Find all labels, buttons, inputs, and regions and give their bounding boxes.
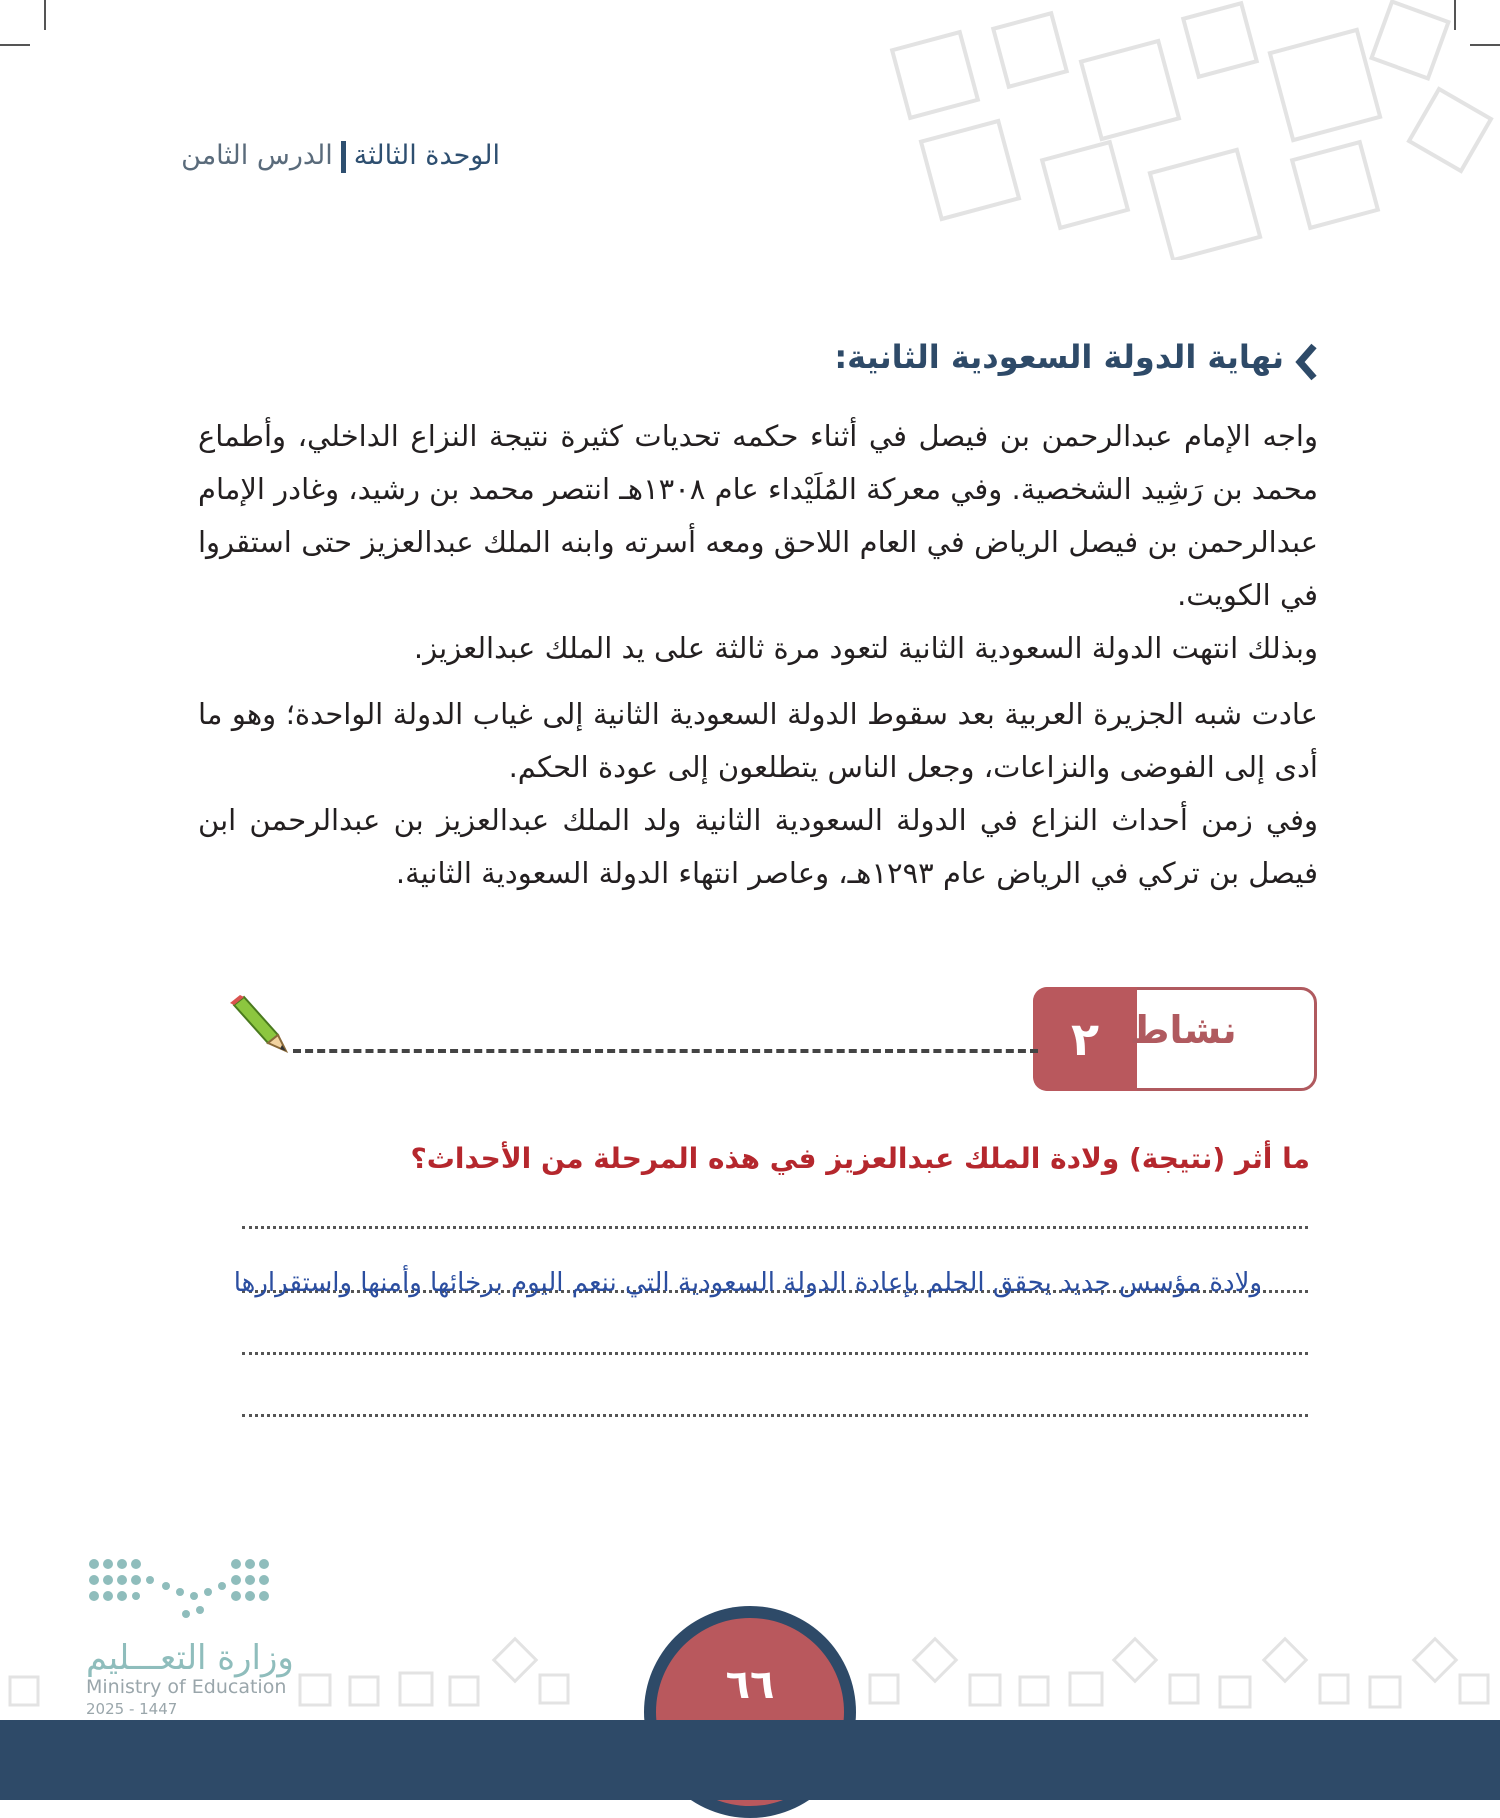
crop-mark (44, 0, 46, 30)
paragraph-3-text: وفي زمن أحداث النزاع في الدولة السعودية الثانية ولد الملك عبدالعزيز بن عبدالرحمن ابن فيصل بن تركي في الرياض عام ١٢٩٣هـ، وعاصر انتهاء الدولة السعودية الثانية. (198, 803, 1318, 890)
unit-label: الوحدة الثالثة (353, 140, 500, 171)
header-divider (341, 141, 346, 173)
paragraph-2-text: عادت شبه الجزيرة العربية بعد سقوط الدولة السعودية الثانية إلى غياب الدولة الواحدة؛ وهو ما أدى إلى الفوضى والنزاعات، وجعل الناس يتطلعون إلى عودة الحكم. (198, 697, 1318, 784)
chevron-left-icon (1292, 342, 1320, 382)
answer-line[interactable] (242, 1352, 1308, 1355)
paragraph-2 (198, 688, 1318, 900)
activity-number: ٢ (1070, 1012, 1100, 1066)
page-number: ٦٦ (725, 1662, 775, 1708)
lesson-label: الدرس الثامن (181, 140, 333, 171)
page-header (181, 140, 500, 173)
answer-line[interactable] (242, 1226, 1308, 1229)
crop-mark (0, 44, 30, 46)
paragraph-1 (198, 410, 1318, 675)
footer-bar-overlay (0, 1720, 1500, 1800)
ministry-logo-icon (86, 1556, 276, 1626)
activity-label: نشاط (1130, 1008, 1237, 1052)
section-title (834, 338, 1284, 376)
ministry-name-arabic: وزارة التعـــليم (86, 1638, 294, 1678)
ministry-year: 2025 - 1447 (86, 1700, 178, 1718)
activity-dashed-line (293, 1049, 1038, 1053)
paragraph-1-conclusion: وبذلك انتهت الدولة السعودية الثانية لتعود مرة ثالثة على يد الملك عبدالعزيز. (413, 631, 1318, 665)
decorative-pattern-top (860, 0, 1500, 260)
answer-line[interactable] (242, 1414, 1308, 1417)
ministry-name-english: Ministry of Education (86, 1676, 287, 1698)
section-title-text: نهاية الدولة السعودية الثانية: (834, 338, 1284, 376)
pencil-icon (226, 995, 290, 1055)
paragraph-1-text: واجه الإمام عبدالرحمن بن فيصل في أثناء حكمه تحديات كثيرة نتيجة النزاع الداخلي، وأطماع محمد بن رَشِيد الشخصية. وفي معركة المُلَيْداء عام ١٣٠٨هـ انتصر محمد بن رشيد، وغادر الإمام عبدالرحمن بن فيصل الرياض في العام اللاحق ومعه أسرته وابنه الملك عبدالعزيز حتى استقروا في الكويت. (198, 419, 1318, 612)
handwritten-answer: ولادة مؤسس جديد يحقق الحلم بإعادة الدولة السعودية التي ننعم اليوم برخائها وأمنها واستقرارها (233, 1268, 1262, 1298)
activity-number-badge (1033, 987, 1137, 1091)
activity-question: ما أثر (نتيجة) ولادة الملك عبدالعزيز في هذه المرحلة من الأحداث؟ (410, 1142, 1310, 1175)
